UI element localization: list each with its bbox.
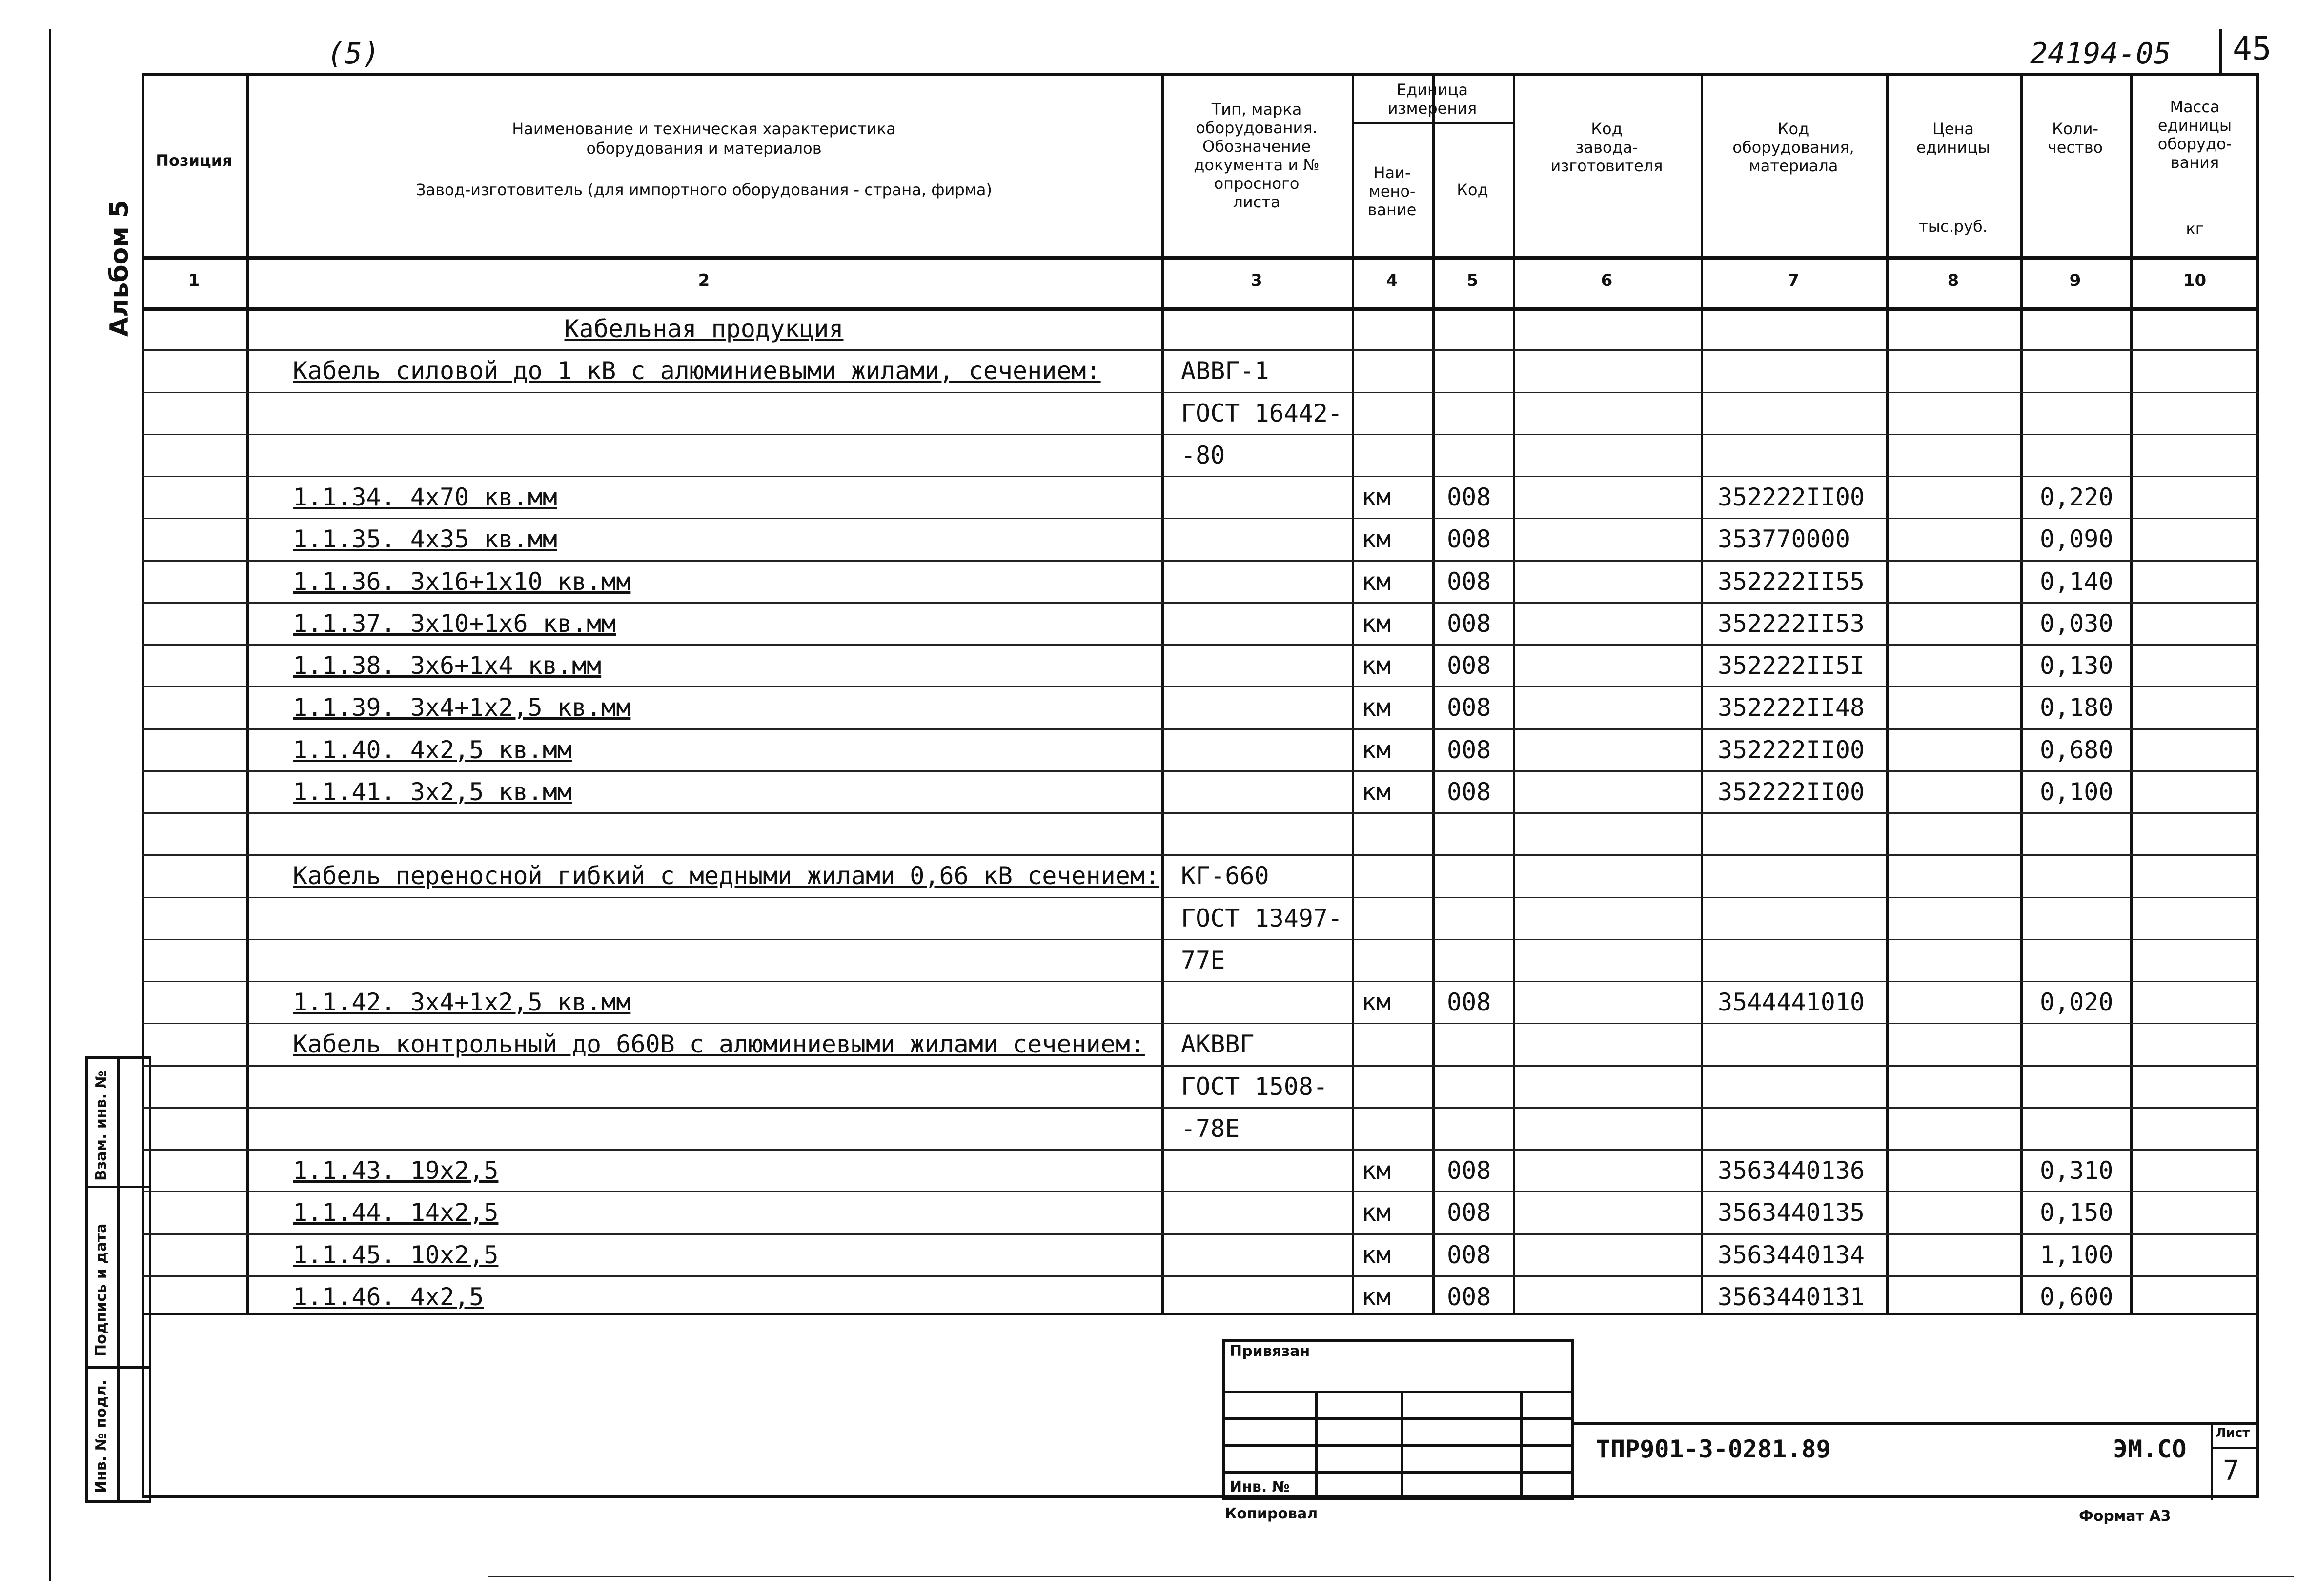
item-unit-code: 008 <box>1447 609 1491 638</box>
table-row <box>0 1107 2317 1149</box>
approval-h4 <box>1222 1471 1574 1474</box>
item-unit: км <box>1362 1282 1391 1311</box>
header-type-mark: Тип, марка оборудования. Обозначение документа и № опросного листа <box>1194 100 1320 211</box>
bottom-margin-line <box>488 1576 2294 1577</box>
item-unit-code: 008 <box>1447 483 1491 511</box>
column-number: 6 <box>1601 271 1613 290</box>
column-number: 8 <box>1947 271 1959 290</box>
item-name: 1.1.41. 3х2,5 кв.мм <box>293 777 572 806</box>
unit-subheader-line <box>1352 122 1513 124</box>
sheet-number: 45 <box>2233 30 2272 67</box>
item-unit: км <box>1362 988 1391 1016</box>
item-name: 1.1.36. 3х16+1х10 кв.мм <box>293 567 631 596</box>
format-label: Формат А3 <box>2079 1508 2171 1525</box>
item-unit-code: 008 <box>1447 1240 1491 1269</box>
item-unit: км <box>1362 1240 1391 1269</box>
column-number: 1 <box>188 271 200 290</box>
table-row <box>0 854 2317 896</box>
item-unit: км <box>1362 1156 1391 1185</box>
item-code: 352222II00 <box>1718 483 1865 511</box>
approval-h2 <box>1222 1417 1574 1420</box>
document-mark: ЭМ.СО <box>2113 1435 2187 1463</box>
item-type: 77Е <box>1181 946 1225 974</box>
header-position: Позиция <box>156 151 232 170</box>
table-row <box>0 1149 2317 1191</box>
item-unit-code: 008 <box>1447 525 1491 554</box>
item-type: КГ-660 <box>1181 862 1269 890</box>
designation-top-line <box>1574 1422 2259 1425</box>
item-name: 1.1.45. 10х2,5 <box>293 1240 499 1269</box>
item-type: -80 <box>1181 441 1225 469</box>
item-name: 1.1.34. 4х70 кв.мм <box>293 483 557 511</box>
header-unit-code: Код <box>1457 181 1488 199</box>
item-unit: км <box>1362 609 1391 638</box>
column-number: 9 <box>2069 271 2081 290</box>
item-type: ГОСТ 1508- <box>1181 1072 1328 1101</box>
item-type: ГОСТ 13497- <box>1181 904 1343 932</box>
item-quantity: 0,180 <box>2040 693 2114 722</box>
item-name: Кабель переносной гибкий с медными жилами 0,66 кВ сечением: <box>293 862 1160 890</box>
approval-h1 <box>1222 1391 1574 1393</box>
column-number: 7 <box>1788 271 1799 290</box>
sheet-box-line <box>2211 1447 2259 1449</box>
item-name: Кабель силовой до 1 кВ с алюминиевыми жилами, сечением: <box>293 357 1101 385</box>
stamp-line-2 <box>85 1366 151 1369</box>
table-row <box>0 897 2317 939</box>
table-row <box>0 644 2317 686</box>
item-type: АВВГ-1 <box>1181 357 1269 385</box>
table-row <box>0 476 2317 518</box>
item-quantity: 0,150 <box>2040 1198 2114 1227</box>
table-row <box>0 686 2317 728</box>
copied-label: Копировал <box>1225 1505 1318 1522</box>
header-quantity: Коли- чество <box>2047 120 2103 157</box>
item-name: 1.1.35. 4х35 кв.мм <box>293 525 557 554</box>
stamp-replace-inv: Взам. инв. № <box>93 1071 110 1181</box>
item-name: 1.1.46. 4х2,5 <box>293 1282 484 1311</box>
header-plant-code: Код завода- изготовителя <box>1550 120 1663 175</box>
table-row <box>0 1275 2317 1317</box>
item-code: 353770000 <box>1718 525 1850 554</box>
item-code: 3544441010 <box>1718 988 1865 1016</box>
stamp-signature-date: Подпись и дата <box>93 1223 110 1356</box>
item-unit-code: 008 <box>1447 651 1491 680</box>
header-unit-name: Наи- мено- вание <box>1367 163 1417 219</box>
table-row <box>0 728 2317 770</box>
item-unit: км <box>1362 693 1391 722</box>
table-row <box>0 1233 2317 1275</box>
item-type: ГОСТ 16442- <box>1181 399 1343 427</box>
page-marker: (5) <box>327 37 380 71</box>
item-code: 352222II55 <box>1718 567 1865 596</box>
item-code: 3563440131 <box>1718 1282 1865 1311</box>
sheet-box-number: 7 <box>2223 1455 2239 1487</box>
item-quantity: 0,100 <box>2040 777 2114 806</box>
item-quantity: 0,680 <box>2040 735 2114 764</box>
item-code: 3563440136 <box>1718 1156 1865 1185</box>
header-name-line1: Наименование и техническая характеристика <box>512 120 896 138</box>
item-unit: км <box>1362 525 1391 554</box>
header-unit-group: Единица измерения <box>1387 81 1477 118</box>
table-row <box>0 307 2317 349</box>
item-code: 352222II48 <box>1718 693 1865 722</box>
header-unit-price: Цена единицы <box>1916 120 1991 157</box>
document-designation: ТПР901-3-0281.89 <box>1596 1435 1831 1463</box>
item-unit-code: 008 <box>1447 1198 1491 1227</box>
table-row <box>0 939 2317 981</box>
item-name: 1.1.39. 3х4+1х2,5 кв.мм <box>293 693 631 722</box>
approval-h3 <box>1222 1444 1574 1447</box>
item-quantity: 0,020 <box>2040 988 2114 1016</box>
table-row <box>0 602 2317 644</box>
table-row <box>0 1065 2317 1107</box>
item-code: 352222II00 <box>1718 777 1865 806</box>
item-name: 1.1.37. 3х10+1х6 кв.мм <box>293 609 616 638</box>
item-code: 3563440134 <box>1718 1240 1865 1269</box>
table-row <box>0 981 2317 1023</box>
header-price-unit: тыс.руб. <box>1919 217 1988 236</box>
item-quantity: 0,090 <box>2040 525 2114 554</box>
header-bottom-line <box>142 256 2259 260</box>
item-unit-code: 008 <box>1447 1156 1491 1185</box>
item-name: 1.1.43. 19х2,5 <box>293 1156 499 1185</box>
item-name: 1.1.40. 4х2,5 кв.мм <box>293 735 572 764</box>
item-unit-code: 008 <box>1447 777 1491 806</box>
item-unit: км <box>1362 483 1391 511</box>
item-type: -78Е <box>1181 1114 1240 1143</box>
item-code: 3563440135 <box>1718 1198 1865 1227</box>
item-name: Кабельная продукция <box>564 315 844 343</box>
item-unit: км <box>1362 777 1391 806</box>
header-mass-unit: кг <box>2186 220 2204 238</box>
inv-label: Инв. № <box>1230 1478 1290 1495</box>
table-row <box>0 1023 2317 1065</box>
stamp-original-inv: Инв. № подл. <box>93 1379 110 1493</box>
item-quantity: 0,310 <box>2040 1156 2114 1185</box>
column-number: 4 <box>1386 271 1398 290</box>
table-row <box>0 392 2317 434</box>
item-quantity: 0,220 <box>2040 483 2114 511</box>
header-name-line3: Завод-изготовитель (для импортного оборудования - страна, фирма) <box>416 181 992 199</box>
table-row <box>0 434 2317 476</box>
item-name: 1.1.44. 14х2,5 <box>293 1198 499 1227</box>
column-number: 5 <box>1466 271 1479 290</box>
item-name: 1.1.42. 3х4+1х2,5 кв.мм <box>293 988 631 1016</box>
item-unit-code: 008 <box>1447 567 1491 596</box>
item-unit: км <box>1362 1198 1391 1227</box>
item-quantity: 0,140 <box>2040 567 2114 596</box>
column-number: 2 <box>698 271 710 290</box>
item-code: 352222II00 <box>1718 735 1865 764</box>
column-number: 10 <box>2183 271 2207 290</box>
item-name: Кабель контрольный до 660В с алюминиевыми жилами сечением: <box>293 1030 1145 1059</box>
item-name: 1.1.38. 3х6+1х4 кв.мм <box>293 651 602 680</box>
item-unit-code: 008 <box>1447 988 1491 1016</box>
item-unit: км <box>1362 651 1391 680</box>
header-name-line2: оборудования и материалов <box>586 139 822 158</box>
header-equipment-code: Код оборудования, материала <box>1732 120 1854 175</box>
table-row <box>0 770 2317 812</box>
item-quantity: 0,030 <box>2040 609 2114 638</box>
sheet-label: Лист <box>2215 1426 2250 1440</box>
column-number: 3 <box>1251 271 1262 290</box>
table-row <box>0 560 2317 602</box>
item-type: АКВВГ <box>1181 1030 1255 1059</box>
item-quantity: 0,600 <box>2040 1282 2114 1311</box>
item-code: 352222II5I <box>1718 651 1865 680</box>
sheet-box-divider <box>2211 1422 2213 1500</box>
table-row <box>0 518 2317 560</box>
sheet-number-divider <box>2219 29 2222 76</box>
table-row <box>0 812 2317 854</box>
item-quantity: 1,100 <box>2040 1240 2114 1269</box>
attached-label: Привязан <box>1230 1343 1310 1360</box>
item-unit: км <box>1362 735 1391 764</box>
item-unit-code: 008 <box>1447 1282 1491 1311</box>
item-unit-code: 008 <box>1447 693 1491 722</box>
header-mass: Масса единицы оборудо- вания <box>2157 98 2232 172</box>
document-number: 24194-05 <box>2030 37 2171 71</box>
item-unit-code: 008 <box>1447 735 1491 764</box>
album-label: Альбом 5 <box>105 200 134 337</box>
item-unit: км <box>1362 567 1391 596</box>
table-row <box>0 349 2317 391</box>
table-row <box>0 1191 2317 1233</box>
item-quantity: 0,130 <box>2040 651 2114 680</box>
item-code: 352222II53 <box>1718 609 1865 638</box>
